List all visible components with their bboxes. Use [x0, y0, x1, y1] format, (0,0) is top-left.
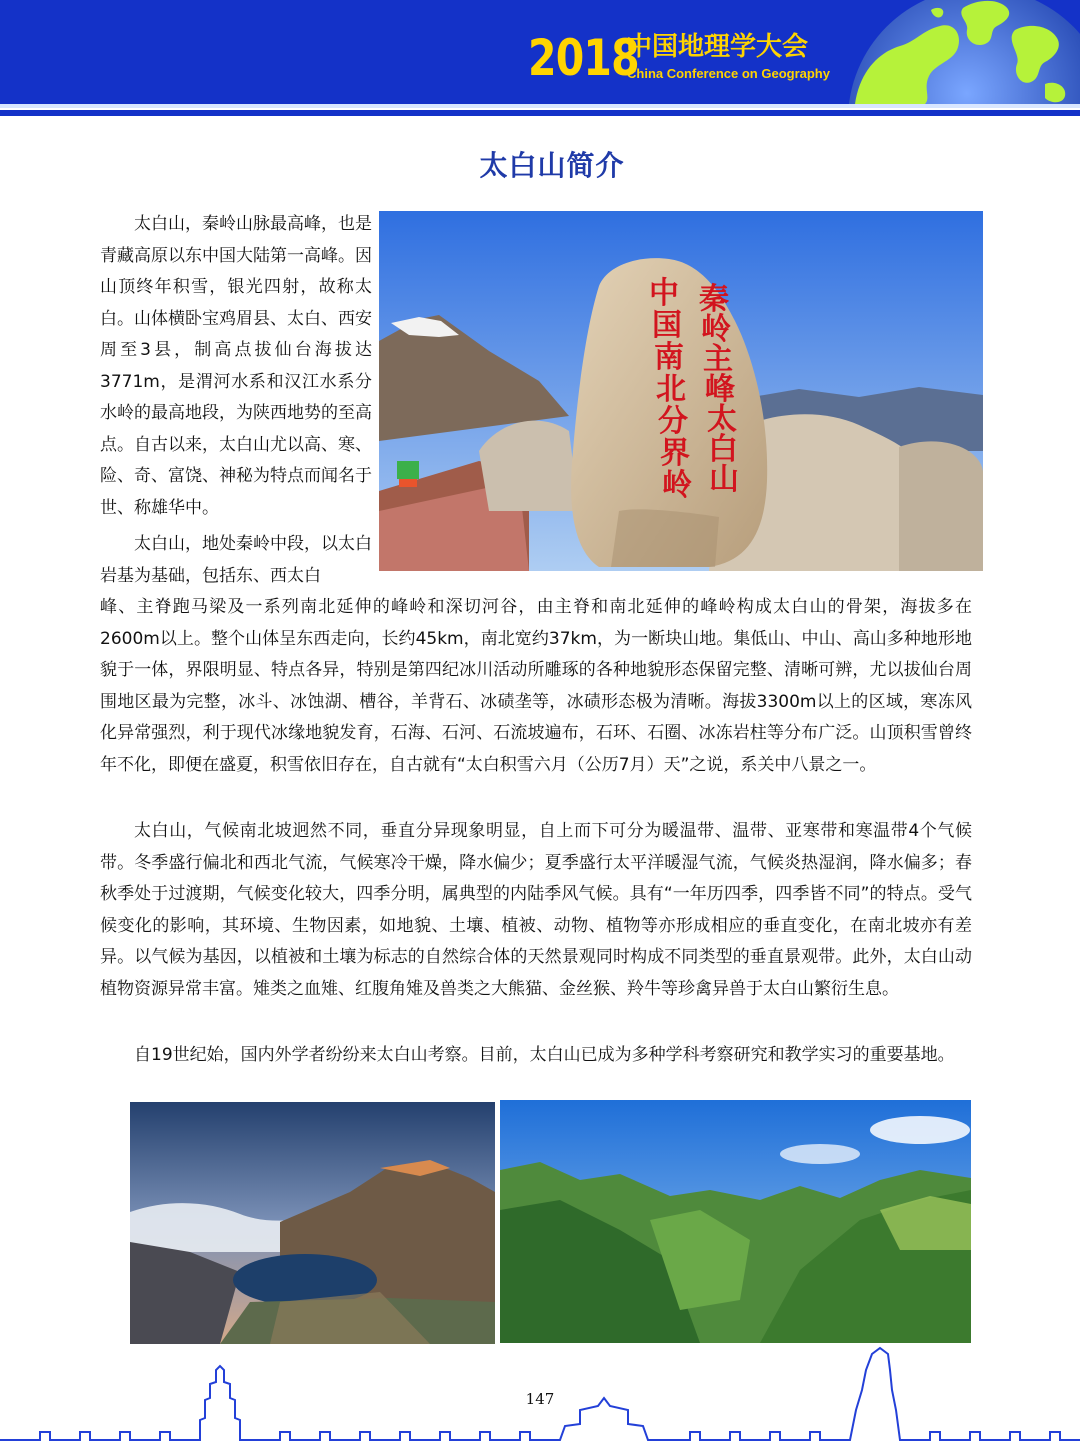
brand-year: 2018 — [528, 29, 639, 87]
svg-text:主: 主 — [703, 342, 733, 377]
header-divider — [0, 110, 1080, 116]
svg-text:分: 分 — [658, 404, 688, 439]
page-title: 太白山简介 — [479, 149, 625, 182]
svg-text:北: 北 — [656, 372, 686, 407]
brand-title-en: China Conference on Geography — [627, 66, 830, 81]
page-number: 147 — [525, 1390, 555, 1408]
header-banner — [0, 0, 1080, 104]
svg-text:岭: 岭 — [662, 468, 692, 503]
svg-text:界: 界 — [660, 436, 690, 471]
globe-icon — [845, 0, 1080, 104]
svg-text:秦: 秦 — [699, 282, 729, 317]
paragraph-climate: 太白山，气候南北坡迥然不同，垂直分异现象明显，自上而下可分为暖温带、温带、亚寒带和寒温带4个气候带。冬季盛行偏北和西北气流，气候寒冷干燥，降水偏少；夏季盛行太平洋暖湿气流，气候炎热湿润，降水偏多；春秋季处于过渡期，气候变化较大，四季分明，属典型的内陆季风气候。具有“一年历四季，四季皆不同”的特点。受气候变化的影响，其环境、生物因素，如地貌、土壤、植被、动物、植物等亦形成相应的垂直变化，在南北坡亦有差异。以气候为基因，以植被和土壤为标志的自然综合体的天然景观同时构成不同类型的垂直景观带。此外，太白山动植物资源异常丰富。雉类之血雉、红腹角雉及兽类之大熊猫、金丝猴、羚牛等珍禽异兽于太白山繁衍生息。 — [100, 821, 972, 999]
paragraph-intro: 太白山，秦岭山脉最高峰，也是青藏高原以东中国大陆第一高峰。因山顶终年积雪，银光四射，故称太白。山体横卧宝鸡眉县、太白、西安周至3县，制高点拔仙台海拔达3771m，是渭河水系和汉江水系分水岭的最高地段，为陕西地势的至高点。自古以来，太白山尤以高、寒、险、奇、富饶、神秘为特点而闻名于世、称雄华中。 — [100, 214, 372, 518]
header-divider — [0, 104, 1080, 108]
svg-text:太: 太 — [707, 402, 737, 437]
brand-title-cn: 中国地理学大会 — [626, 32, 809, 62]
paragraph-geography: 峰、主脊跑马梁及一系列南北延伸的峰岭和深切河谷，由主脊和南北延伸的峰岭构成太白山的骨架，海拔多在2600m以上。整个山体呈东西走向，长约45km，南北宽约37km，为一断块山地。集低山、中山、高山多种地形地貌于一体，界限明显、特点各异，特别是第四纪冰川活动所雕琢的各种地貌形态保留完整、清晰可辨，尤以拔仙台周围地区最为完整，冰斗、冰蚀湖、槽谷，羊背石、冰碛垄等，冰碛形态极为清晰。海拔3300m以上的区域，寒冻风化异常强烈，利于现代冰缘地貌发育，石海、石河、石流坡遍布，石环、石圈、冰冻岩柱等分布广泛。山顶积雪曾终年不化，即便在盛夏，积雪依旧存在，自古就有“太白积雪六月（公历7月）天”之说，系关中八景之一。 — [100, 597, 972, 775]
svg-text:山: 山 — [709, 462, 739, 497]
svg-text:中: 中 — [649, 276, 679, 311]
svg-text:南: 南 — [654, 340, 684, 375]
svg-text:白: 白 — [708, 432, 738, 467]
svg-text:国: 国 — [652, 308, 682, 343]
glacial-lake-photo — [130, 1102, 495, 1344]
paragraph-geography-start: 太白山，地处秦岭中段，以太白岩基为基础，包括东、西太白 — [100, 534, 372, 586]
summit-stone-photo — [379, 211, 983, 571]
paragraph-research: 自19世纪始，国内外学者纷纷来太白山考察。目前，太白山已成为多种学科考察研究和教学实习的重要基地。 — [134, 1045, 955, 1065]
forest-valley-photo — [500, 1100, 971, 1343]
svg-text:岭: 岭 — [701, 312, 731, 347]
svg-text:峰: 峰 — [705, 372, 735, 407]
